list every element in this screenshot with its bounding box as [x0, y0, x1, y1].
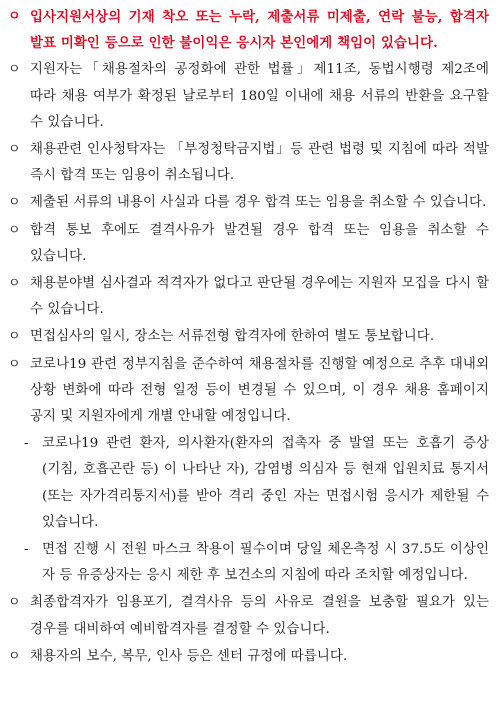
notice-text: 채용관련 인사청탁자는 「부정청탁금지법」등 관련 법령 및 지침에 따라 적발 즉시 합격 또는 임용이 취소됩니다.: [30, 142, 489, 184]
notice-item-false-documents: [6, 190, 489, 216]
bullet-icon: ㅇ: [8, 329, 21, 345]
bullet-icon: ㅇ: [8, 222, 21, 238]
sub-item-text: 면접 진행 시 전원 마스크 착용이 필수이며 당일 체온측정 시 37.5도 이상인 자 등 유증상자는 응시 제한 후 보건소의 지침에 따라 조치할 예정입니다.: [42, 542, 489, 584]
notice-item-compensation: [6, 644, 489, 670]
notice-text: 제출된 서류의 내용이 사실과 다를 경우 합격 또는 임용을 취소할 수 있습니다.: [30, 195, 487, 211]
notice-item-interview-schedule: [6, 324, 489, 350]
notice-item-responsibility: [6, 4, 489, 56]
bullet-icon: ㅇ: [8, 276, 21, 292]
sub-item-mask-temperature: [24, 537, 489, 589]
notice-text: 합격 통보 후에도 결격사유가 발견될 경우 합격 또는 임용을 취소할 수 있습니다.: [30, 222, 489, 264]
sub-item-text: 코로나19 관련 환자, 의사환자(환자의 접촉자 중 발열 또는 호흡기 증상(기침, 호흡곤란 등) 이 나타난 자), 감염병 의심자 등 현재 입원치료 통지서(또는 자가격리통지서)를 받아 격리 중인 자는 면접시험 응시가 제한될 수 있습니다.: [42, 436, 489, 530]
dash-icon: -: [24, 436, 29, 452]
notice-item-covid-guidelines: [6, 352, 489, 431]
bullet-icon: ㅇ: [8, 648, 21, 664]
notice-text: 코로나19 관련 정부지침을 준수하여 채용절차를 진행할 예정으로 추후 대내외 상황 변화에 따라 전형 일정 등이 변경될 수 있으며, 이 경우 채용 홈페이지 공지 및 지원자에게 개별 안내할 예정입니다.: [30, 356, 489, 425]
sub-item-covid-restriction: [24, 431, 489, 536]
notice-item-document-return: [6, 57, 489, 136]
bullet-icon: ㅇ: [8, 595, 21, 611]
notice-text: 면접심사의 일시, 장소는 서류전형 합격자에 한하여 별도 통보합니다.: [30, 329, 435, 345]
notice-text: 채용분야별 심사결과 적격자가 없다고 판단될 경우에는 지원자 모집을 다시 할 수 있습니다.: [30, 276, 489, 318]
notice-item-disqualification: [6, 218, 489, 270]
notice-item-solicitation: [6, 137, 489, 189]
dash-icon: -: [24, 542, 29, 558]
bullet-icon: ㅇ: [8, 195, 21, 211]
bullet-icon: ㅇ: [8, 62, 21, 78]
notice-text: 최종합격자가 임용포기, 결격사유 등의 사유로 결원을 보충할 필요가 있는 경우를 대비하여 예비합격자를 결정할 수 있습니다.: [30, 595, 489, 637]
notice-item-reserve-candidates: [6, 590, 489, 642]
notice-item-re-recruitment: [6, 271, 489, 323]
bullet-icon: ㅇ: [8, 142, 21, 158]
bullet-icon: ㅇ: [8, 9, 21, 24]
notice-text: 지원자는「채용절차의 공정화에 관한 법률」제11조, 동법시행령 제2조에 따라 채용 여부가 확정된 날로부터 180일 이내에 채용 서류의 반환을 요구할 수 있습니다.: [30, 62, 489, 130]
notice-text: 입사지원서상의 기재 착오 또는 누락, 제출서류 미제출, 연락 불능, 합격자 발표 미확인 등으로 인한 불이익은 응시자 본인에게 책임이 있습니다.: [30, 9, 489, 52]
notice-text: 채용자의 보수, 복무, 인사 등은 센터 규정에 따릅니다.: [30, 648, 348, 664]
bullet-icon: ㅇ: [8, 356, 21, 372]
